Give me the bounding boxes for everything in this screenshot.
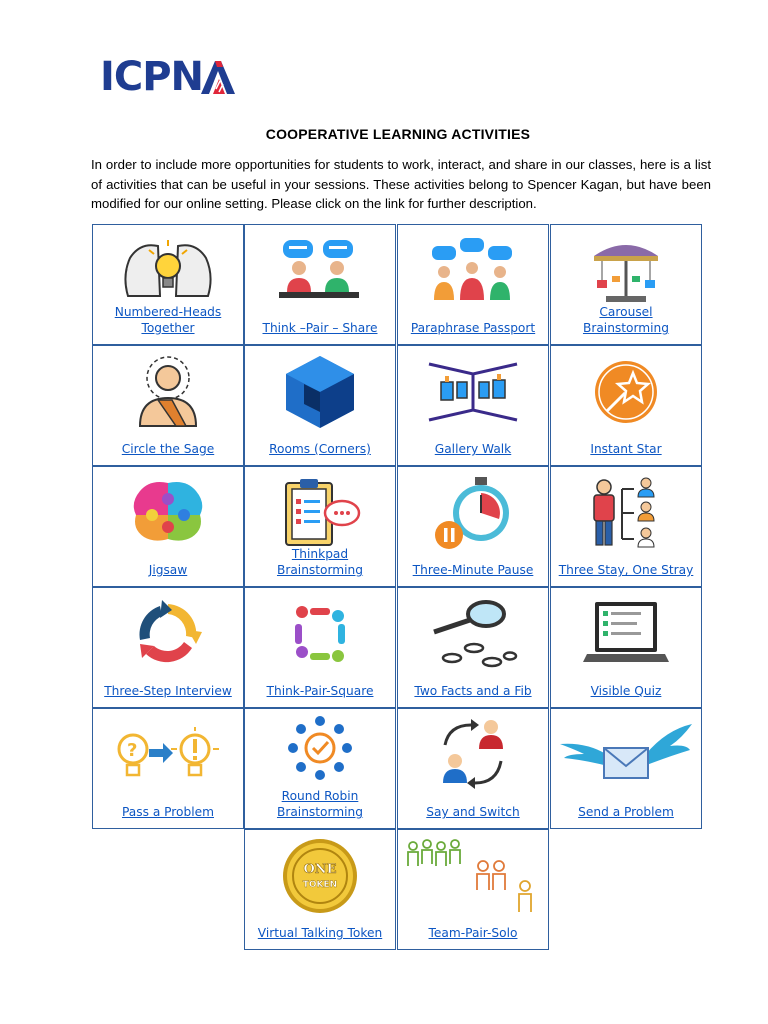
activity-link[interactable]: Carousel Brainstorming [582,305,670,335]
magnifier-footprints-icon [398,594,548,674]
activity-cell [550,708,702,829]
activity-link[interactable]: Instant Star [590,442,662,456]
activity-cell [244,345,396,466]
activity-cell [92,587,244,708]
activity-link[interactable]: Jigsaw [148,563,188,577]
logo-text: ICPN [100,54,204,100]
activity-cell [550,345,702,466]
icpna-logo [100,56,237,98]
activity-link[interactable]: Thinkpad Brainstorming [276,547,364,577]
activity-cell [397,345,549,466]
activity-link[interactable]: Three-Minute Pause [412,563,534,577]
activity-cell [244,224,396,345]
activity-cell [397,829,549,950]
activity-cell [244,587,396,708]
activity-cell [550,224,702,345]
gallery-frames-icon [398,352,548,432]
team-pair-solo-icon [398,836,548,916]
activity-link[interactable]: Numbered-Heads Together [114,305,222,335]
sage-icon [93,352,243,432]
activity-cell [244,829,396,950]
winged-envelope-icon [551,715,701,795]
activity-cell [397,587,549,708]
activity-link[interactable]: Circle the Sage [121,442,215,456]
activity-link[interactable]: Round Robin Brainstorming [276,789,364,819]
people-square-icon [245,594,395,674]
activity-cell [550,466,702,587]
gold-token-icon [245,836,395,916]
activity-link[interactable]: Paraphrase Passport [410,321,536,335]
activity-link[interactable]: Team-Pair-Solo [428,926,518,940]
svg-text:?: ? [127,740,138,761]
activity-cell [397,708,549,829]
activity-link[interactable]: Think –Pair – Share [262,321,378,335]
token-line1: ONE [303,862,337,877]
org-people-icon [551,473,701,553]
activity-cell [397,224,549,345]
activity-cell [92,345,244,466]
intro-paragraph: In order to include more opportunities for students to work, interact, and share in our classes, here is a list of activities that can be useful in your sessions. These activities belong to Spencer Kagan, but have been modified for our online setting. Please click on the link for further description. [91,157,711,211]
activity-link[interactable]: Pass a Problem [121,805,214,819]
document-title: COOPERATIVE LEARNING ACTIVITIES [265,126,531,142]
carousel-icon [551,231,701,311]
activity-link[interactable]: Send a Problem [578,805,674,819]
activity-link[interactable]: Think-Pair-Square [266,684,374,698]
activity-cell [92,708,244,829]
three-people-chat-icon [398,231,548,311]
heads-lightbulb-icon [93,231,243,311]
activity-cell [397,466,549,587]
activity-link[interactable]: Virtual Talking Token [257,926,383,940]
star-badge-icon [551,352,701,432]
activity-link[interactable]: Gallery Walk [434,442,512,456]
stopwatch-icon [398,473,548,553]
activity-cell [550,587,702,708]
puzzle-brain-icon [93,473,243,553]
round-robin-icon [245,711,395,785]
cube-corner-icon [245,352,395,432]
activity-link[interactable]: Rooms (Corners) [269,442,371,456]
switch-people-icon [398,715,548,795]
activity-link[interactable]: Say and Switch [426,805,520,819]
cycle-arrows-icon [93,594,243,674]
activity-cell [244,708,396,829]
activity-link[interactable]: Visible Quiz [590,684,662,698]
activity-link[interactable]: Two Facts and a Fib [414,684,532,698]
clipboard-chat-icon [245,473,395,553]
lightbulb-pass-icon [93,715,243,795]
two-people-chat-icon [245,231,395,311]
icpna-logo-icon [199,59,237,95]
activity-cell [244,466,396,587]
laptop-quiz-icon [551,594,701,674]
activity-link[interactable]: Three Stay, One Stray [558,563,694,577]
activity-cell [92,466,244,587]
activity-cell [92,224,244,345]
activity-link[interactable]: Three-Step Interview [104,684,232,698]
token-line2: TOKEN [302,880,338,890]
